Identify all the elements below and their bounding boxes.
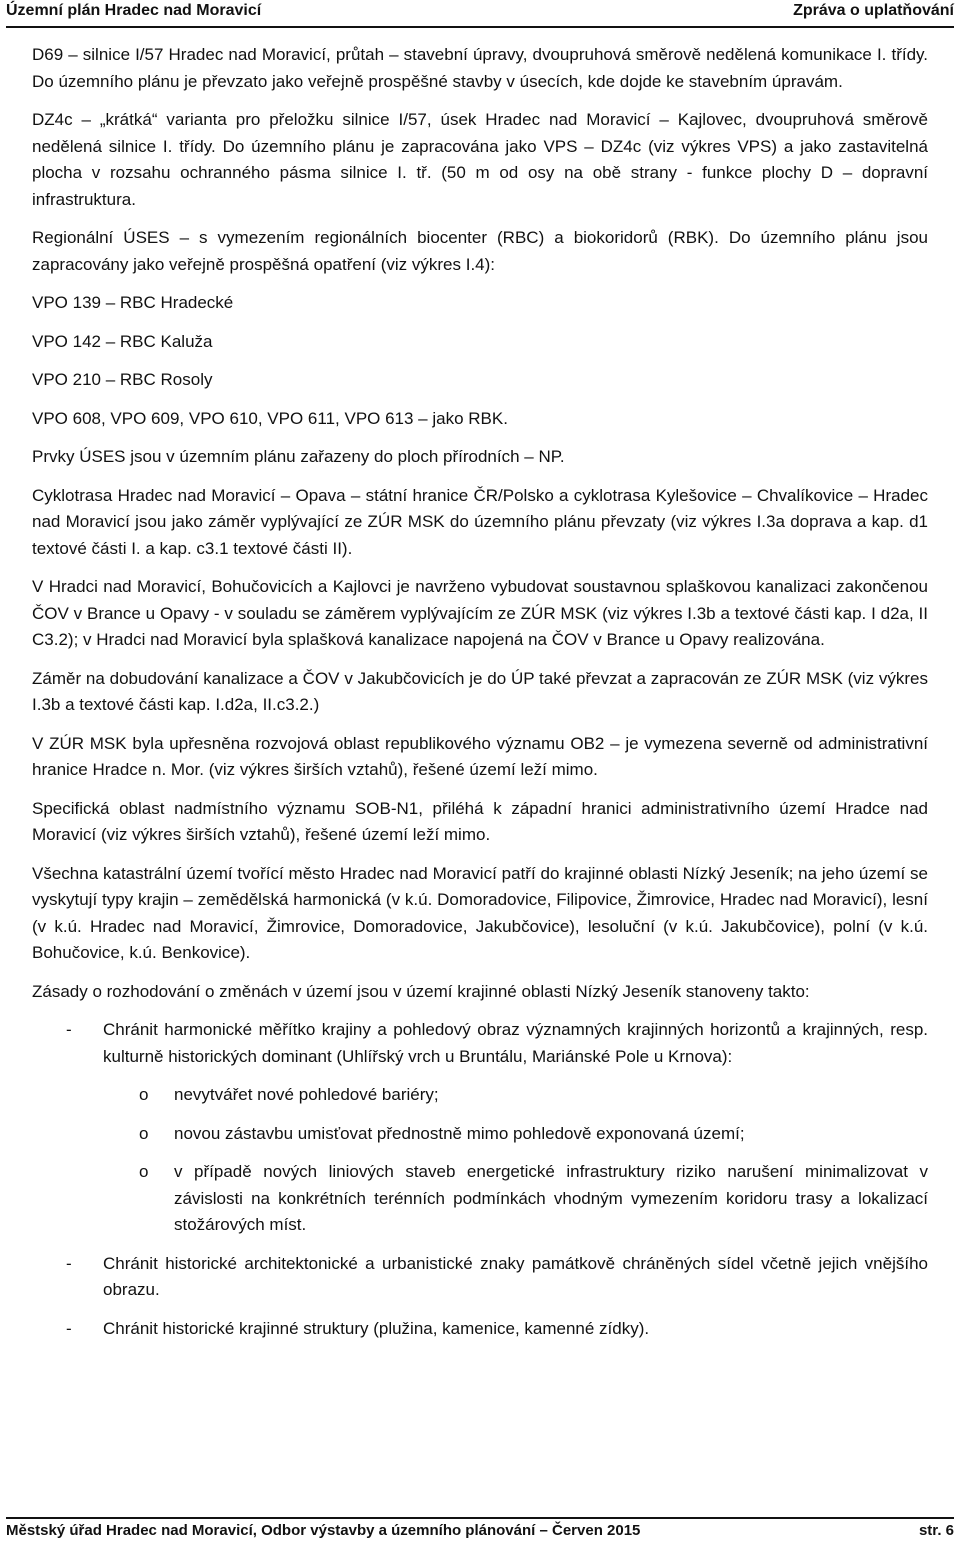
header-document-title: Územní plán Hradec nad Moravicí bbox=[6, 2, 262, 19]
principles-list-continued bbox=[32, 1251, 928, 1343]
bullet-marker: o bbox=[139, 1085, 149, 1104]
dash-marker: - bbox=[66, 1253, 72, 1273]
page-footer bbox=[6, 1517, 954, 1543]
paragraph-d69: D69 – silnice I/57 Hradec nad Moravicí, průtah – stavební úpravy, dvoupruhová směrově nedělená komunikace I. třídy. Do územního plánu je převzato jako veřejně prospěšné stavby v úsecích, kde dojde ke stavebním úpravám. bbox=[32, 45, 928, 91]
sub-list-item bbox=[32, 1159, 928, 1239]
dash-marker: - bbox=[66, 1020, 72, 1039]
sub-list-item-text: novou zástavbu umisťovat přednostně mimo pohledově exponovaná území; bbox=[174, 1123, 745, 1143]
list-item bbox=[32, 1017, 928, 1070]
paragraph-landscape-area: Všechna katastrální území tvořící město Hradec nad Moravicí patří do krajinné oblasti Nízký Jeseník; na jeho území se vyskytují typy krajin – zemědělská harmonická (v k.ú. Domoradovice, Filipovice, Žimrovice, Hradec nad Moravicí), lesní (v k.ú. Hradec nad Moravicí, Žimrovice, Domoradovice, Jakubčovice), lesoluční (v k.ú. Jakubčovice), polní (v k.ú. Bohučovice, k.ú. Benkovice). bbox=[32, 863, 928, 962]
list-item-text: Chránit historické architektonické a urbanistické znaky památkově chráněných sídel včetně jejich vnějšího obrazu. bbox=[103, 1253, 928, 1299]
list-item-text: Chránit harmonické měřítko krajiny a pohledový obraz významných krajinných horizontů a krajinných, resp. kulturně historických dominant (Uhlířský vrch u Bruntálu, Mariánské Pole u Krnova): bbox=[103, 1020, 928, 1066]
paragraph-uses-elements: Prvky ÚSES jsou v územním plánu zařazeny do ploch přírodních – NP. bbox=[32, 447, 565, 466]
dash-marker: - bbox=[66, 1318, 72, 1338]
list-item bbox=[32, 1251, 928, 1304]
paragraph-jakubcovice: Záměr na dobudování kanalizace a ČOV v Jakubčovicích je do ÚP také převzat a zapracován ze ZÚR MSK (viz výkres I.3b a textové části kap. I.d2a, II.c3.2.) bbox=[32, 668, 928, 714]
header-report-title: Zpráva o uplatňování bbox=[793, 2, 954, 19]
page-number: str. 6 bbox=[918, 1522, 954, 1539]
page-header bbox=[6, 0, 954, 28]
bullet-marker: o bbox=[139, 1123, 149, 1143]
paragraph-cycle-route: Cyklotrasa Hradec nad Moravicí – Opava – státní hranice ČR/Polsko a cyklotrasa Kylešovice – Chvalíkovice – Hradec nad Moravicí jsou jako záměr vyplývající ze ZÚR MSK do územního plánu převzaty (viz výkres I.3a doprava a kap. d1 textové části I. a kap. c3.1 textové části II). bbox=[32, 485, 928, 558]
sub-list bbox=[32, 1082, 928, 1239]
sub-list-item bbox=[32, 1082, 928, 1109]
principles-list bbox=[32, 1017, 928, 1070]
sub-list-item-text: v případě nových liniových staveb energetické infrastruktury riziko narušení minimalizovat v závislosti na konkrétních terénních podmínkách vhodným vymezením koridoru trasy a lokalizací stožárových míst. bbox=[174, 1162, 928, 1234]
paragraph-sob-n1: Specifická oblast nadmístního významu SOB-N1, přiléhá k západní hranici administrativního území Hradce nad Moravicí (viz výkres širších vztahů), řešené území leží mimo. bbox=[32, 798, 928, 844]
bullet-marker: o bbox=[139, 1162, 149, 1181]
sub-list-item bbox=[32, 1121, 928, 1148]
document-body bbox=[32, 42, 928, 1354]
footer-office: Městský úřad Hradec nad Moravicí, Odbor výstavby a územního plánování – Červen 2015 bbox=[6, 1522, 641, 1539]
vpo-item: VPO 142 – RBC Kaluža bbox=[32, 331, 213, 351]
sub-list-item-text: nevytvářet nové pohledové bariéry; bbox=[174, 1085, 439, 1104]
paragraph-sewerage: V Hradci nad Moravicí, Bohučovicích a Kajlovci je navrženo vybudovat soustavnou splaškovou kanalizaci zakončenou ČOV v Brance u Opavy - v souladu se záměrem vyplývajícím ze ZÚR MSK (viz výkres I.3b a textové části kap. I d2a, II C3.2); v Hradci nad Moravicí byla splašková kanalizace napojená na ČOV v Brance u Opavy realizována. bbox=[32, 577, 928, 649]
vpo-item: VPO 608, VPO 609, VPO 610, VPO 611, VPO 613 – jako RBK. bbox=[32, 408, 508, 428]
paragraph-dz4c: DZ4c – „krátká“ varianta pro přeložku silnice I/57, úsek Hradec nad Moravicí – Kajlovec, dvoupruhová směrově nedělená silnice I. třídy. Do územního plánu je zapracována jako VPS – DZ4c (viz výkres VPS) a jako zastavitelná plocha v rozsahu ochranného pásma silnice I. tř. (50 m od osy na obě strany - funkce plochy D – dopravní infrastruktura. bbox=[32, 110, 928, 209]
paragraph-ob2: V ZÚR MSK byla upřesněna rozvojová oblast republikového významu OB2 – je vymezena severně od administrativní hranice Hradce n. Mor. (viz výkres širších vztahů), řešené území leží mimo. bbox=[32, 733, 928, 779]
paragraph-regional-uses: Regionální ÚSES – s vymezením regionálních biocenter (RBC) a biokoridorů (RBK). Do územního plánu jsou zapracovány jako veřejně prospěšná opatření (viz výkres I.4): bbox=[32, 228, 928, 274]
list-item bbox=[32, 1316, 928, 1343]
paragraph-principles: Zásady o rozhodování o změnách v území jsou v území krajinné oblasti Nízký Jeseník stanoveny takto: bbox=[32, 981, 810, 1001]
list-item-text: Chránit historické krajinné struktury (plužina, kamenice, kamenné zídky). bbox=[103, 1318, 650, 1338]
vpo-item: VPO 210 – RBC Rosoly bbox=[32, 370, 213, 389]
vpo-item: VPO 139 – RBC Hradecké bbox=[32, 293, 234, 312]
